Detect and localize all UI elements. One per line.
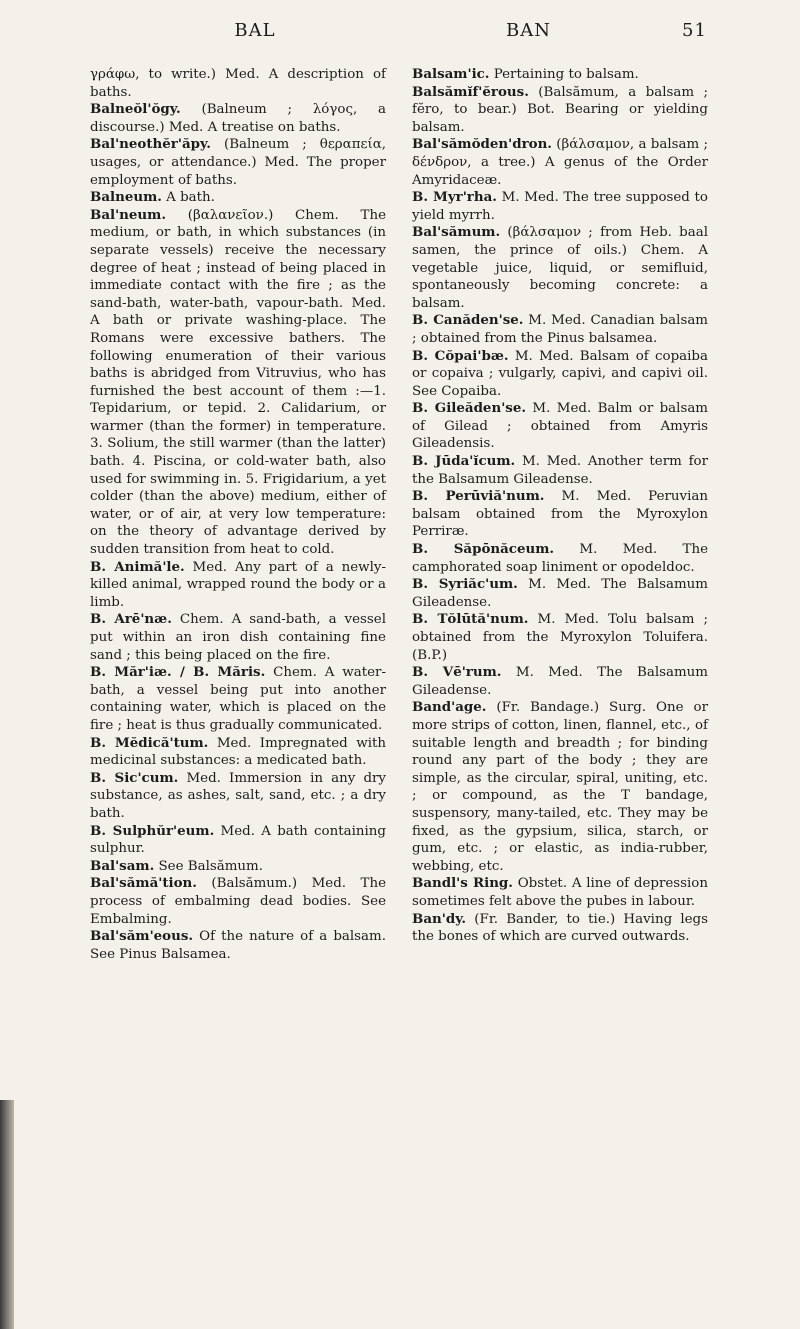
entry-definition: γράφω, to write.) Med. A description of baths. bbox=[90, 67, 386, 100]
entry-headword: B. Sic'cum. bbox=[90, 769, 179, 786]
entry-headword: Bal'sam. bbox=[90, 857, 155, 874]
entry-headword: B. Canăden'se. bbox=[412, 312, 524, 329]
dictionary-entry bbox=[90, 611, 386, 664]
entry-definition: Med. Immersion in any dry substance, as ashes, salt, sand, etc. ; a dry bath. bbox=[90, 770, 387, 821]
entry-headword: Band'age. bbox=[412, 699, 487, 716]
page-gutter-shadow bbox=[0, 1100, 14, 1329]
entry-definition: Chem. A water-bath, a vessel being put into another containing water, which is placed on the fire ; heat is thus gradually communicated. bbox=[90, 665, 386, 733]
entry-headword: B. Sulphŭr'eum. bbox=[90, 822, 215, 839]
dictionary-entry bbox=[90, 66, 386, 101]
dictionary-entry bbox=[90, 858, 386, 876]
entry-definition: Chem. A sand-bath, a vessel put within an iron dish containing fine sand ; this being placed on the fire. bbox=[90, 612, 386, 663]
entry-definition: Med. Impregnated with medicinal substances: a medicated bath. bbox=[90, 735, 386, 769]
entry-definition: Obstet. A line of depression sometimes felt above the pubes in labour. bbox=[412, 876, 708, 909]
dictionary-entry bbox=[412, 453, 708, 488]
dictionary-entry bbox=[412, 611, 708, 664]
entry-headword: Bal'neum. bbox=[90, 206, 167, 223]
dictionary-entry bbox=[412, 84, 708, 137]
entry-definition: A bath. bbox=[161, 190, 215, 206]
entry-headword: B. Cŏpai'bæ. bbox=[412, 347, 509, 364]
dictionary-entry bbox=[412, 488, 708, 541]
entry-headword: B. Arē'næ. bbox=[90, 611, 172, 628]
dictionary-entry bbox=[90, 735, 386, 770]
left-column bbox=[90, 66, 386, 963]
dictionary-entry bbox=[90, 101, 386, 136]
entry-headword: B. Perūviă'num. bbox=[412, 488, 545, 505]
entry-definition: M. Med. The Balsamum Gileadense. bbox=[412, 665, 708, 698]
dictionary-entry bbox=[90, 928, 386, 963]
entry-definition: Med. A bath containing sulphur. bbox=[90, 823, 386, 857]
entry-definition: See Balsămum. bbox=[154, 858, 264, 874]
dictionary-entry bbox=[412, 312, 708, 347]
entry-definition: M. Med. Another term for the Balsamum Gileadense. bbox=[412, 454, 708, 487]
dictionary-entry bbox=[90, 770, 386, 823]
right-column bbox=[412, 66, 708, 946]
entry-headword: Bal'sămŏden'dron. bbox=[412, 136, 552, 153]
dictionary-entry bbox=[90, 207, 386, 559]
dictionary-entry bbox=[90, 875, 386, 928]
entry-definition: (βάλσαμον, a balsam ; δένδρον, a tree.) A genus of the Order Amyridaceæ. bbox=[412, 137, 708, 188]
dictionary-entry bbox=[412, 541, 708, 576]
entry-headword: B. Măr'iæ. / B. Măris. bbox=[90, 664, 266, 681]
dictionary-entry bbox=[412, 875, 708, 910]
entry-definition: (βάλσαμον ; from Heb. baal samen, the prince of oils.) Chem. A vegetable juice, liquid, or semifluid, spontaneously becoming concrete: a balsam. bbox=[412, 225, 708, 311]
dictionary-entry bbox=[412, 699, 708, 875]
dictionary-entry bbox=[90, 136, 386, 189]
entry-headword: B. Săpōnăceum. bbox=[412, 541, 555, 558]
entry-definition: M. Med. The camphorated soap liniment or opodeldoc. bbox=[412, 542, 708, 575]
entry-definition: Pertaining to balsam. bbox=[489, 67, 639, 82]
entry-definition: (Fr. Bandage.) Surg. One or more strips of cotton, linen, flannel, etc., of suitable length and breadth ; for binding round any part of the body ; they are simple, as the circular, spiral, uniting, etc. ; or compound, as the T bandage, suspensory, many-tailed, etc. They may be fixed, as the gypsium, silica, starch, or gum, etc. ; or elastic, as india-rubber, webbing, etc. bbox=[412, 700, 708, 874]
dictionary-entry bbox=[90, 664, 386, 734]
entry-headword: Bal'neothĕr'ăpy. bbox=[90, 136, 211, 153]
entry-definition: M. Med. Canadian balsam ; obtained from the Pinus balsamea. bbox=[412, 313, 708, 346]
entry-headword: Bal'sămum. bbox=[412, 224, 501, 241]
entry-definition: Of the nature of a balsam. See Pinus Balsamea. bbox=[90, 929, 386, 962]
entry-headword: B. Mĕdică'tum. bbox=[90, 734, 209, 751]
entry-headword: Bal'sămă'tion. bbox=[90, 875, 197, 892]
dictionary-entry bbox=[412, 348, 708, 401]
dictionary-entry bbox=[412, 224, 708, 312]
entry-headword: Ban'dy. bbox=[412, 910, 467, 927]
dictionary-entry bbox=[412, 189, 708, 224]
entry-definition: (Balneum ; λόγος, a discourse.) Med. A treatise on baths. bbox=[90, 102, 386, 135]
dictionary-entry bbox=[412, 400, 708, 453]
running-head-mid: BAN bbox=[506, 20, 551, 41]
entry-headword: B. Gileăden'se. bbox=[412, 400, 527, 417]
entry-headword: Bandl's Ring. bbox=[412, 875, 513, 892]
entry-definition: M. Med. The Balsamum Gileadense. bbox=[412, 577, 709, 610]
entry-headword: B. Myr'rha. bbox=[412, 189, 497, 206]
dictionary-entry bbox=[412, 136, 708, 189]
dictionary-entry bbox=[90, 189, 386, 207]
entry-definition: M. Med. Balsam of copaiba or copaiva ; vulgarly, capivi, and capivi oil. See Copaiba. bbox=[412, 348, 708, 399]
entry-definition: M. Med. Tolu balsam ; obtained from the Myroxylon Toluifera. (B.P.) bbox=[412, 612, 709, 663]
entry-definition: Med. Any part of a newly-killed animal, wrapped round the body or a limb. bbox=[90, 559, 386, 610]
entry-headword: Bal'săm'eous. bbox=[90, 928, 194, 945]
running-head-left: BAL bbox=[234, 20, 276, 41]
entry-headword: Balsămĭf'ĕrous. bbox=[412, 83, 529, 100]
entry-definition: (Balneum ; θεραπεία, usages, or attendance.) Med. The proper employment of baths. bbox=[90, 137, 386, 188]
dictionary-entry bbox=[412, 576, 708, 611]
entry-headword: Balneum. bbox=[90, 189, 162, 206]
entry-definition: (βαλανεῖον.) Chem. The medium, or bath, in which substances (in separate vessels) receive the necessary degree of heat ; instead of being placed in immediate contact with the fire ; as the sand-bath, water-bath, vapour-bath. Med. A bath or private washing-place. The Romans were excessive bathers. The following enumeration of their various baths is abridged from Vitruvius, who has furnished the best account of them :—1. Tepidarium, or tepid. 2. Calidarium, or warmer (than the former) in temperature. 3. Solium, the still warmer (than the latter) bath. 4. Piscina, or cold-water bath, also used for swimming in. 5. Frigidarium, a yet colder (than the above) medium, either of water, or of air, at very low temperature: on the theory of advantage derived by sudden transition from heat to cold. bbox=[90, 207, 386, 558]
entry-definition: M. Med. Balm or balsam of Gilead ; obtained from Amyris Gileadensis. bbox=[412, 401, 708, 452]
entry-definition: (Balsămum, a balsam ; fĕro, to bear.) Bot. Bearing or yielding balsam. bbox=[412, 84, 708, 135]
dictionary-entry bbox=[412, 66, 708, 84]
page-number: 51 bbox=[682, 20, 707, 41]
dictionary-entry bbox=[90, 559, 386, 612]
entry-definition: (Balsămum.) Med. The process of embalming dead bodies. See Embalming. bbox=[90, 876, 386, 927]
entry-headword: B. Jūda'ĭcum. bbox=[412, 453, 516, 470]
entry-headword: Balsam'ic. bbox=[412, 66, 490, 82]
entry-definition: M. Med. Peruvian balsam obtained from the Myroxylon Perriræ. bbox=[412, 489, 708, 540]
dictionary-entry bbox=[412, 911, 708, 946]
entry-headword: B. Vē'rum. bbox=[412, 664, 502, 681]
entry-definition: M. Med. The tree supposed to yield myrrh. bbox=[412, 190, 708, 223]
entry-headword: Balneŏl'ŏgy. bbox=[90, 101, 181, 118]
dictionary-entry bbox=[90, 823, 386, 858]
entry-headword: B. Animă'le. bbox=[90, 558, 185, 575]
entry-definition: (Fr. Bander, to tie.) Having legs the bones of which are curved outwards. bbox=[412, 911, 708, 945]
entry-headword: B. Syriăc'um. bbox=[412, 576, 518, 593]
entry-headword: B. Tŏlūtă'num. bbox=[412, 611, 529, 628]
dictionary-entry bbox=[412, 664, 708, 699]
